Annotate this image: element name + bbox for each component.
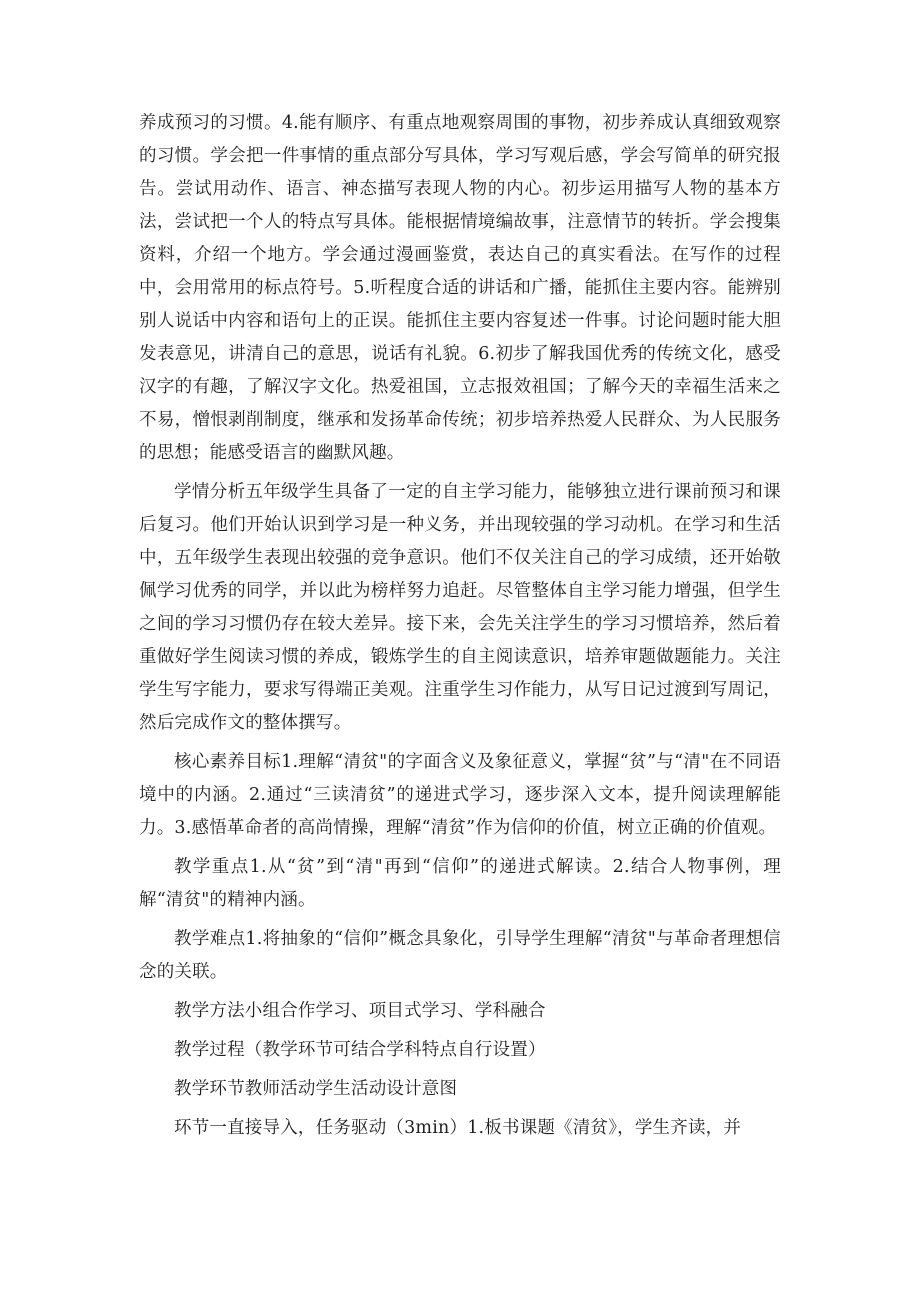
paragraph-teaching-method: 教学方法小组合作学习、项目式学习、学科融合 — [174, 1001, 546, 1021]
paragraph-core-literacy-goals: 核心素养目标1.理解“清贫"的字面含义及象征意义，掌握“贫”与“清"在不同语境中的内涵。2.通过“三读清贫”的递进式学习，逐步深入文本，提升阅读理解能力。3.感悟革命者的高尚情操，理解“清贫”作为信仰的价值，树立正确的价值观。 — [139, 752, 781, 838]
paragraph-table-header: 教学环节教师活动学生活动设计意图 — [174, 1079, 458, 1099]
paragraph-teaching-process: 教学过程（教学环节可结合学科特点自行设置） — [174, 1040, 546, 1060]
paragraph-student-analysis: 学情分析五年级学生具备了一定的自主学习能力，能够独立进行课前预习和课后复习。他们开始认识到学习是一种义务，并出现较强的学习动机。在学习和生活中，五年级学生表现出较强的竞争意识。他们不仅关注自己的学习成绩，还开始敬佩学习优秀的同学，并以此为榜样努力追赶。尽管整体自主学习能力增强，但学生之间的学习习惯仍存在较大差异。接下来，会先关注学生的学习习惯培养，然后着重做好学生阅读习惯的养成，锻炼学生的自主阅读意识，培养审题做题能力。关注学生写字能力，要求写得端正美观。注重学生习作能力，从写日记过渡到写周记，然后完成作文的整体撰写。 — [139, 482, 781, 733]
paragraph-teaching-difficulty: 教学难点1.将抽象的“信仰”概念具象化，引导学生理解“清贫"与革命者理想信念的关联。 — [139, 929, 781, 982]
paragraph-teaching-focus: 教学重点1.从“贫”到“清"再到“信仰”的递进式解读。2.结合人物事例，理解“清贫"的精神内涵。 — [139, 857, 781, 910]
document-body — [139, 107, 781, 1151]
paragraph-step-one: 环节一直接导入，任务驱动（3min）1.板书课题《清贫》，学生齐读，并 — [174, 1118, 742, 1138]
paragraph-goals-continued: 养成预习的习惯。4.能有顺序、有重点地观察周围的事物，初步养成认真细致观察的习惯。学会把一件事情的重点部分写具体，学习写观后感，学会写简单的研究报告。尝试用动作、语言、神态描写表现人物的内心。初步运用描写人物的基本方法，尝试把一个人的特点写具体。能根据情境编故事，注意情节的转折。学会搜集资料，介绍一个地方。学会通过漫画鉴赏，表达自己的真实看法。在写作的过程中，会用常用的标点符号。5.听程度合适的讲话和广播，能抓住主要内容。能辨别别人说话中内容和语句上的正误。能抓住主要内容复述一件事。讨论问题时能大胆发表意见，讲清自己的意思，说话有礼貌。6.初步了解我国优秀的传统文化，感受汉字的有趣，了解汉字文化。热爱祖国，立志报效祖国；了解今天的幸福生活来之不易，憎恨剥削制度，继承和发扬革命传统；初步培养热爱人民群众、为人民服务的思想；能感受语言的幽默风趣。 — [139, 113, 781, 463]
